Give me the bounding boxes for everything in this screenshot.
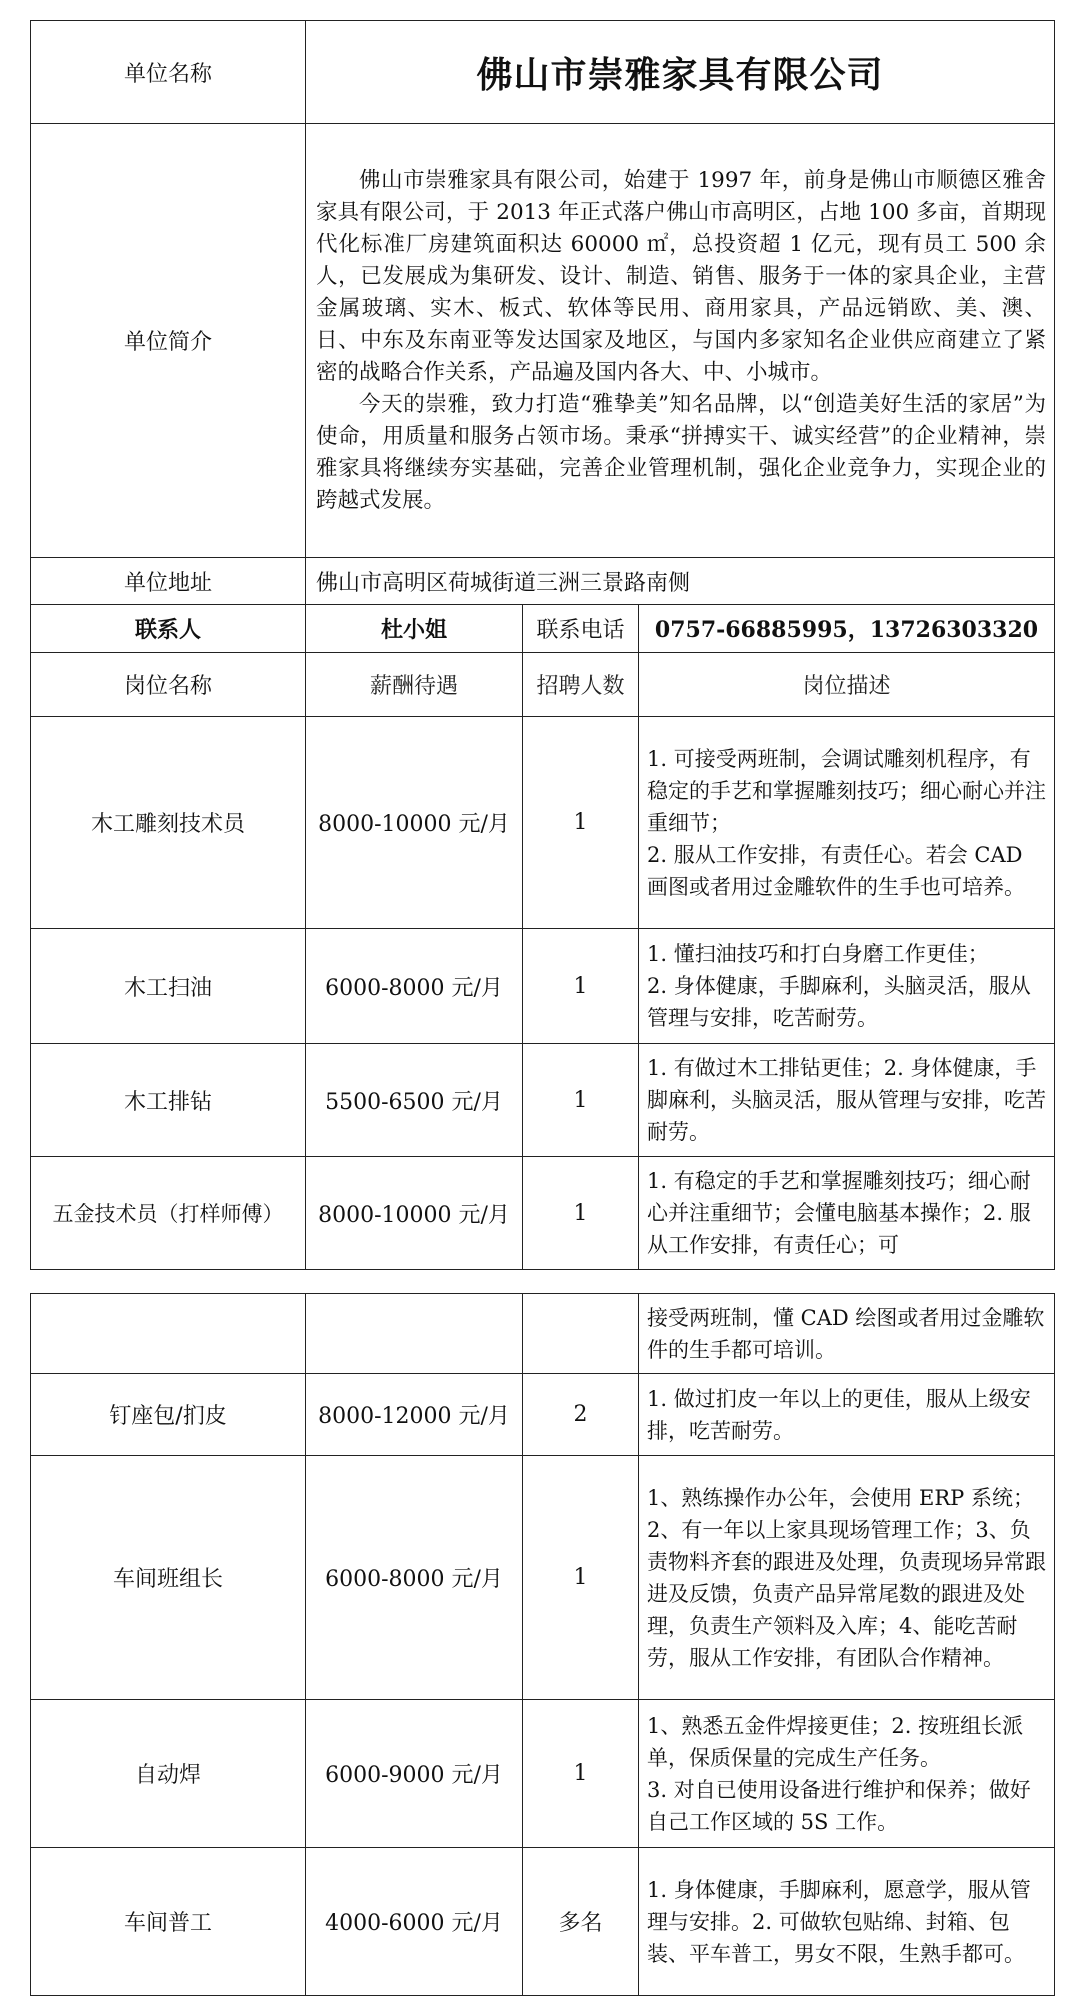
recruitment-table-top xyxy=(30,20,1055,1270)
job-salary: 8000-10000 元/月 xyxy=(306,717,523,929)
table-row xyxy=(31,717,1055,929)
job-count: 1 xyxy=(523,1157,639,1270)
job-count: 多名 xyxy=(523,1848,639,1996)
job-name xyxy=(31,1294,306,1374)
job-description: 1. 可接受两班制，会调试雕刻机程序，有稳定的手艺和掌握雕刻技巧；细心耐心并注重细节； 2. 服从工作安排，有责任心。若会 CAD 画图或者用过金雕软件的生手也可培养。 xyxy=(639,717,1055,929)
company-name-label: 单位名称 xyxy=(31,21,306,124)
contact-row xyxy=(31,605,1055,653)
table-row xyxy=(31,1294,1055,1374)
table-row xyxy=(31,1848,1055,1996)
job-name: 木工雕刻技术员 xyxy=(31,717,306,929)
contact-label: 联系人 xyxy=(31,605,306,653)
company-name: 佛山市崇雅家具有限公司 xyxy=(306,21,1055,124)
header-position: 岗位名称 xyxy=(31,653,306,717)
job-name: 车间班组长 xyxy=(31,1456,306,1700)
header-count: 招聘人数 xyxy=(523,653,639,717)
phone-value: 0757-66885995，13726303320 xyxy=(639,605,1055,653)
table-row xyxy=(31,1044,1055,1157)
company-intro xyxy=(306,124,1055,558)
job-salary: 8000-10000 元/月 xyxy=(306,1157,523,1270)
job-count: 1 xyxy=(523,1044,639,1157)
table-row xyxy=(31,1374,1055,1456)
job-salary: 5500-6500 元/月 xyxy=(306,1044,523,1157)
job-description: 1. 做过扪皮一年以上的更佳，服从上级安排，吃苦耐劳。 xyxy=(639,1374,1055,1456)
job-description: 1、熟练操作办公年，会使用 ERP 系统；2、有一年以上家具现场管理工作；3、负责物料齐套的跟进及处理，负责现场异常跟进及反馈，负责产品异常尾数的跟进及处理，负责生产领料及入库；4、能吃苦耐劳，服从工作安排，有团队合作精神。 xyxy=(639,1456,1055,1700)
table-row xyxy=(31,1700,1055,1848)
job-count: 1 xyxy=(523,1456,639,1700)
table-row xyxy=(31,1157,1055,1270)
job-salary: 8000-12000 元/月 xyxy=(306,1374,523,1456)
job-description: 1. 懂扫油技巧和打白身磨工作更佳； 2. 身体健康，手脚麻利，头脑灵活，服从管理与安排，吃苦耐劳。 xyxy=(639,929,1055,1044)
header-salary: 薪酬待遇 xyxy=(306,653,523,717)
job-name: 钉座包/扪皮 xyxy=(31,1374,306,1456)
job-salary: 6000-8000 元/月 xyxy=(306,1456,523,1700)
job-name: 自动焊 xyxy=(31,1700,306,1848)
header-row xyxy=(31,653,1055,717)
job-description: 1. 身体健康，手脚麻利，愿意学，服从管理与安排。2. 可做软包贴绵、封箱、包装、平车普工，男女不限，生熟手都可。 xyxy=(639,1848,1055,1996)
intro-paragraph-1: 佛山市崇雅家具有限公司，始建于 1997 年，前身是佛山市顺德区雅舍家具有限公司，于 2013 年正式落户佛山市高明区，占地 100 多亩，首期现代化标准厂房建筑面积达 60000 ㎡，总投资超 1 亿元，现有员工 500 余人，已发展成为集研发、设计、制造、销售、服务于一体的家具企业，主营金属玻璃、实木、板式、软体等民用、商用家具，产品远销欧、美、澳、日、中东及东南亚等发达国家及地区，与国内多家知名企业供应商建立了紧密的战略合作关系，产品遍及国内各大、中、小城市。 xyxy=(316,167,1046,385)
job-count: 1 xyxy=(523,1700,639,1848)
job-description: 1. 有稳定的手艺和掌握雕刻技巧；细心耐心并注重细节；会懂电脑基本操作；2. 服从工作安排，有责任心；可 xyxy=(639,1157,1055,1270)
address-value: 佛山市高明区荷城街道三洲三景路南侧 xyxy=(306,558,1055,605)
job-description: 1. 有做过木工排钻更佳；2. 身体健康，手脚麻利，头脑灵活，服从管理与安排，吃苦耐劳。 xyxy=(639,1044,1055,1157)
address-row xyxy=(31,558,1055,605)
company-name-row xyxy=(31,21,1055,124)
table-row xyxy=(31,1456,1055,1700)
job-name: 木工扫油 xyxy=(31,929,306,1044)
address-label: 单位地址 xyxy=(31,558,306,605)
contact-value: 杜小姐 xyxy=(306,605,523,653)
table-row xyxy=(31,929,1055,1044)
recruitment-table-bottom xyxy=(30,1293,1055,1996)
job-salary: 6000-9000 元/月 xyxy=(306,1700,523,1848)
company-intro-label: 单位简介 xyxy=(31,124,306,558)
job-description: 1、熟悉五金件焊接更佳；2. 按班组长派单，保质保量的完成生产任务。 3. 对自已使用设备进行维护和保养；做好自己工作区域的 5S 工作。 xyxy=(639,1700,1055,1848)
job-name: 五金技术员（打样师傅） xyxy=(31,1157,306,1270)
job-count xyxy=(523,1294,639,1374)
company-intro-row xyxy=(31,124,1055,558)
job-count: 1 xyxy=(523,717,639,929)
job-salary xyxy=(306,1294,523,1374)
job-salary: 4000-6000 元/月 xyxy=(306,1848,523,1996)
job-description: 接受两班制，懂 CAD 绘图或者用过金雕软件的生手都可培训。 xyxy=(639,1294,1055,1374)
intro-paragraph-2: 今天的崇雅，致力打造“雅挚美”知名品牌，以“创造美好生活的家居”为使命，用质量和服务占领市场。秉承“拼搏实干、诚实经营”的企业精神，崇雅家具将继续夯实基础，完善企业管理机制，强化企业竞争力，实现企业的跨越式发展。 xyxy=(316,391,1046,513)
phone-label: 联系电话 xyxy=(523,605,639,653)
job-count: 1 xyxy=(523,929,639,1044)
job-salary: 6000-8000 元/月 xyxy=(306,929,523,1044)
header-description: 岗位描述 xyxy=(639,653,1055,717)
job-name: 车间普工 xyxy=(31,1848,306,1996)
job-name: 木工排钻 xyxy=(31,1044,306,1157)
job-count: 2 xyxy=(523,1374,639,1456)
